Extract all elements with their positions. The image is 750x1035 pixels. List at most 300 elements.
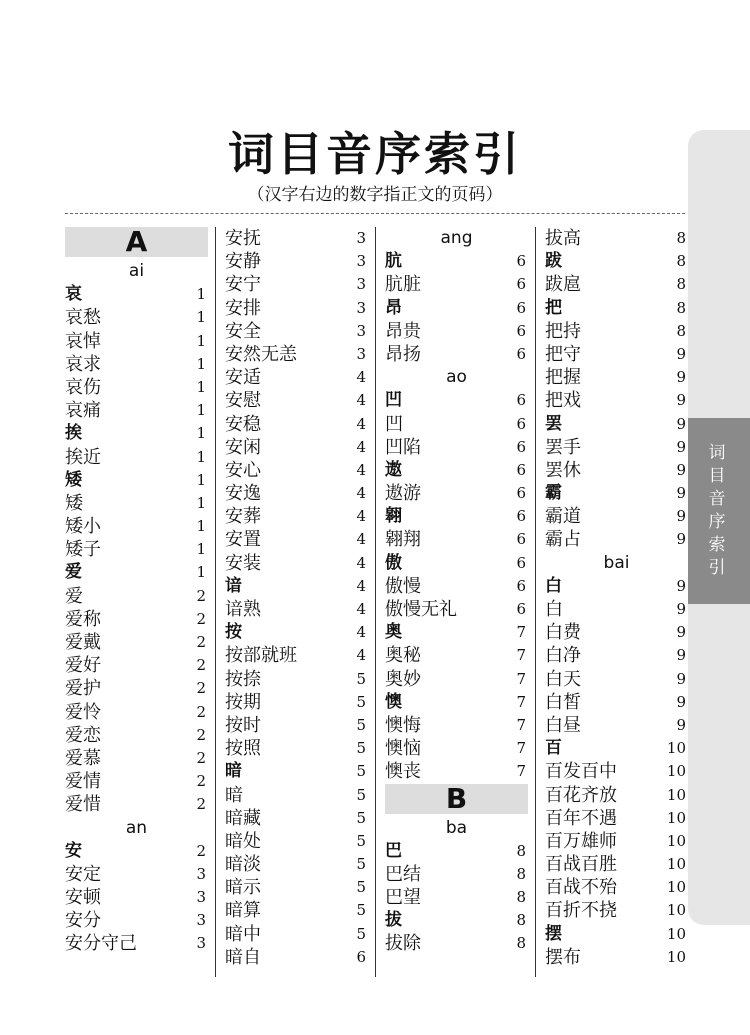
entry-page-number: 8 [676, 275, 686, 294]
entry-term: 奥 [385, 622, 402, 643]
entry-term: 肮脏 [385, 274, 421, 296]
index-column-3 [385, 227, 528, 956]
entry-page-number: 5 [356, 785, 366, 804]
entry-page-number: 3 [196, 934, 206, 953]
word-entry [225, 598, 368, 621]
entry-term: 跋扈 [545, 274, 581, 296]
word-entry [385, 668, 528, 691]
word-entry [225, 528, 368, 551]
entry-page-number: 10 [666, 901, 686, 920]
head-character-entry [225, 621, 368, 644]
entry-page-number: 1 [196, 285, 206, 304]
entry-page-number: 7 [516, 669, 526, 688]
entry-page-number: 3 [356, 298, 366, 317]
entry-page-number: 1 [196, 377, 206, 396]
word-entry [225, 737, 368, 760]
column-divider [215, 227, 216, 977]
head-character-entry [385, 909, 528, 932]
entry-page-number: 3 [356, 321, 366, 340]
word-entry [385, 932, 528, 955]
entry-term: 爱护 [65, 678, 101, 700]
entry-page-number: 9 [676, 669, 686, 688]
entry-page-number: 6 [356, 947, 366, 966]
entry-page-number: 2 [196, 609, 206, 628]
entry-term: 安分守己 [65, 933, 137, 955]
pinyin-group-header: an [125, 817, 148, 838]
entry-page-number: 6 [516, 507, 526, 526]
entry-term: 拔 [385, 910, 402, 931]
entry-term: 安全 [225, 320, 261, 342]
entry-term: 摆 [545, 923, 562, 944]
entry-term: 矮子 [65, 539, 101, 561]
word-entry [225, 389, 368, 412]
word-entry [225, 853, 368, 876]
pinyin-group-header: ba [445, 817, 468, 838]
word-entry [225, 227, 368, 250]
entry-term: 凹 [385, 390, 402, 411]
entry-term: 白费 [545, 622, 581, 644]
entry-term: 懊恼 [385, 738, 421, 760]
entry-page-number: 1 [196, 517, 206, 536]
word-entry [385, 575, 528, 598]
entry-page-number: 6 [516, 484, 526, 503]
entry-term: 凹 [385, 413, 403, 435]
entry-term: 罢休 [545, 459, 581, 481]
head-character-entry [225, 760, 368, 783]
entry-page-number: 3 [356, 252, 366, 271]
entry-term: 安宁 [225, 274, 261, 296]
entry-page-number: 6 [516, 437, 526, 456]
entry-page-number: 5 [356, 855, 366, 874]
entry-page-number: 6 [516, 553, 526, 572]
word-entry [225, 436, 368, 459]
entry-page-number: 7 [516, 715, 526, 734]
entry-page-number: 10 [666, 785, 686, 804]
entry-page-number: 6 [516, 391, 526, 410]
head-character-entry [65, 840, 208, 863]
head-character-entry [65, 283, 208, 306]
entry-page-number: 9 [676, 623, 686, 642]
entry-term: 把握 [545, 367, 581, 389]
entry-page-number: 9 [676, 646, 686, 665]
entry-page-number: 1 [196, 424, 206, 443]
word-entry [65, 886, 208, 909]
word-entry [65, 701, 208, 724]
entry-page-number: 3 [196, 888, 206, 907]
entry-page-number: 5 [356, 901, 366, 920]
word-entry [385, 436, 528, 459]
entry-page-number: 1 [196, 331, 206, 350]
entry-term: 谙熟 [225, 599, 261, 620]
entry-page-number: 8 [516, 934, 526, 953]
entry-page-number: 4 [356, 484, 366, 503]
word-entry [225, 273, 368, 296]
entry-page-number: 9 [676, 344, 686, 363]
word-entry [545, 505, 688, 528]
word-entry [225, 320, 368, 343]
word-entry [545, 853, 688, 876]
word-entry [65, 585, 208, 608]
entry-term: 爱戴 [65, 632, 101, 653]
side-tab-label: 词目音序索引 [708, 443, 726, 578]
entry-term: 暗中 [225, 923, 261, 945]
entry-page-number: 5 [356, 692, 366, 711]
entry-page-number: 8 [676, 321, 686, 340]
entry-page-number: 7 [516, 646, 526, 665]
head-character-entry [545, 575, 688, 598]
word-entry [385, 886, 528, 909]
entry-term: 暗处 [225, 830, 261, 852]
entry-term: 爱 [65, 585, 83, 607]
entry-term: 安定 [65, 863, 101, 885]
entry-term: 暗自 [225, 946, 261, 968]
word-entry [545, 528, 688, 551]
letter-section-header: B [385, 784, 528, 814]
entry-term: 昂 [385, 297, 402, 318]
entry-page-number: 2 [196, 702, 206, 721]
entry-page-number: 6 [516, 576, 526, 595]
column-divider [375, 227, 376, 977]
entry-page-number: 6 [516, 530, 526, 549]
index-column-2 [225, 227, 368, 969]
entry-term: 拔除 [385, 933, 421, 955]
entry-page-number: 2 [196, 772, 206, 791]
word-entry [225, 366, 368, 389]
head-character-entry [545, 413, 688, 436]
entry-term: 哀愁 [65, 307, 101, 329]
pinyin-group-header: ang [440, 228, 473, 248]
word-entry [385, 760, 528, 783]
entry-term: 安静 [225, 251, 261, 273]
head-character-entry [385, 459, 528, 482]
word-entry [545, 876, 688, 899]
word-entry [545, 807, 688, 830]
word-entry [65, 492, 208, 515]
entry-term: 翱翔 [385, 529, 421, 551]
word-entry [225, 784, 368, 807]
word-entry [545, 668, 688, 691]
entry-term: 罢手 [545, 436, 581, 458]
head-character-entry [65, 422, 208, 445]
word-entry [545, 273, 688, 296]
word-entry [545, 436, 688, 459]
head-character-entry [545, 737, 688, 760]
entry-term: 矮小 [65, 516, 101, 538]
entry-page-number: 3 [196, 911, 206, 930]
word-entry [225, 691, 368, 714]
word-entry [65, 654, 208, 677]
word-entry [385, 598, 528, 621]
word-entry [65, 446, 208, 469]
word-entry [385, 528, 528, 551]
entry-term: 爱称 [65, 608, 101, 630]
word-entry [545, 714, 688, 737]
entry-term: 暗示 [225, 877, 261, 899]
entry-term: 昂扬 [385, 343, 421, 365]
page-title: 词目音序索引 [228, 127, 522, 181]
entry-page-number: 9 [676, 600, 686, 618]
entry-page-number: 5 [356, 739, 366, 758]
entry-page-number: 5 [356, 831, 366, 850]
word-entry [225, 343, 368, 366]
entry-page-number: 9 [676, 715, 686, 734]
word-entry [65, 724, 208, 747]
entry-page-number: 4 [356, 437, 366, 456]
word-entry [65, 538, 208, 561]
entry-term: 巴结 [385, 863, 421, 885]
word-entry [65, 909, 208, 932]
word-entry [385, 343, 528, 366]
index-column-4 [545, 227, 688, 969]
word-entry [225, 830, 368, 853]
entry-page-number: 2 [196, 841, 206, 860]
word-entry [225, 714, 368, 737]
index-column-1 [65, 227, 208, 956]
entry-page-number: 8 [516, 911, 526, 930]
word-entry [545, 227, 688, 250]
entry-page-number: 5 [356, 715, 366, 734]
word-entry [65, 677, 208, 700]
entry-page-number: 4 [356, 553, 366, 572]
entry-term: 暗淡 [225, 854, 261, 876]
entry-page-number: 6 [516, 460, 526, 479]
word-entry [65, 353, 208, 376]
entry-page-number: 5 [356, 878, 366, 897]
entry-page-number: 3 [356, 275, 366, 294]
entry-page-number: 2 [196, 795, 206, 814]
entry-term: 谙 [225, 575, 242, 596]
entry-term: 安逸 [225, 483, 261, 505]
entry-term: 安排 [225, 297, 261, 319]
entry-page-number: 5 [356, 669, 366, 688]
entry-term: 暗算 [225, 900, 261, 922]
entry-term: 爱惜 [65, 794, 101, 816]
word-entry [225, 807, 368, 830]
entry-page-number: 9 [676, 692, 686, 711]
entry-term: 暗藏 [225, 807, 261, 829]
entry-page-number: 9 [676, 484, 686, 503]
entry-page-number: 1 [196, 540, 206, 559]
entry-term: 安 [65, 840, 82, 861]
entry-page-number: 5 [356, 924, 366, 943]
word-entry [545, 784, 688, 807]
entry-page-number: 4 [356, 391, 366, 410]
word-entry [225, 876, 368, 899]
head-character-entry [545, 923, 688, 946]
head-character-entry [385, 389, 528, 412]
entry-page-number: 10 [666, 831, 686, 850]
entry-term: 跋 [545, 251, 562, 272]
word-entry [545, 946, 688, 969]
entry-page-number: 8 [676, 229, 686, 247]
entry-term: 把持 [545, 320, 581, 342]
entry-term: 哀求 [65, 353, 101, 375]
entry-term: 爱恋 [65, 724, 101, 746]
entry-page-number: 7 [516, 692, 526, 711]
entry-term: 摆布 [545, 946, 581, 968]
entry-term: 矮 [65, 469, 82, 490]
word-entry [545, 459, 688, 482]
entry-term: 安适 [225, 367, 261, 389]
entry-term: 挨 [65, 423, 82, 444]
letter-section-header: A [65, 227, 208, 257]
entry-term: 安置 [225, 529, 261, 551]
entry-page-number: 4 [356, 507, 366, 526]
word-entry [545, 899, 688, 922]
entry-term: 哀 [65, 284, 82, 305]
entry-page-number: 4 [356, 414, 366, 433]
word-entry [225, 668, 368, 691]
word-entry [545, 389, 688, 412]
word-entry [545, 366, 688, 389]
entry-term: 百战不殆 [545, 877, 617, 899]
dashed-divider [65, 213, 685, 214]
entry-term: 安稳 [225, 413, 261, 435]
head-character-entry [385, 840, 528, 863]
entry-page-number: 1 [196, 447, 206, 466]
entry-page-number: 6 [516, 252, 526, 271]
entry-term: 爱 [65, 562, 82, 583]
head-character-entry [385, 505, 528, 528]
word-entry [225, 482, 368, 505]
word-entry [385, 273, 528, 296]
entry-page-number: 9 [676, 391, 686, 410]
entry-term: 按部就班 [225, 645, 297, 667]
word-entry [225, 923, 368, 946]
entry-page-number: 10 [666, 739, 686, 758]
entry-page-number: 7 [516, 762, 526, 781]
entry-page-number: 4 [356, 460, 366, 479]
head-character-entry [545, 482, 688, 505]
word-entry [385, 863, 528, 886]
entry-page-number: 8 [676, 252, 686, 271]
entry-term: 百折不挠 [545, 900, 617, 922]
entry-term: 安顿 [65, 887, 101, 909]
entry-term: 霸 [545, 483, 562, 504]
entry-term: 爱好 [65, 655, 101, 677]
word-entry [385, 737, 528, 760]
entry-term: 白皙 [545, 691, 581, 713]
entry-page-number: 1 [196, 493, 206, 512]
entry-page-number: 8 [516, 864, 526, 883]
entry-page-number: 2 [196, 586, 206, 605]
pinyin-group-header: bai [603, 552, 630, 573]
word-entry [65, 932, 208, 955]
entry-page-number: 3 [356, 344, 366, 363]
entry-term: 安然无恙 [225, 343, 297, 365]
entry-page-number: 6 [516, 321, 526, 340]
entry-page-number: 8 [676, 298, 686, 317]
entry-page-number: 1 [196, 354, 206, 373]
entry-page-number: 5 [356, 808, 366, 827]
entry-term: 傲慢无礼 [385, 599, 457, 620]
head-character-entry [385, 297, 528, 320]
word-entry [65, 631, 208, 654]
entry-term: 昂贵 [385, 320, 421, 342]
entry-page-number: 8 [516, 888, 526, 907]
entry-term: 按照 [225, 738, 261, 760]
entry-term: 傲 [385, 552, 402, 573]
entry-term: 爱情 [65, 771, 101, 793]
entry-page-number: 4 [356, 576, 366, 595]
entry-term: 百年不遇 [545, 807, 617, 829]
pinyin-group-header: ai [128, 261, 145, 281]
entry-page-number: 4 [356, 600, 366, 618]
entry-term: 爱慕 [65, 747, 101, 769]
word-entry [545, 343, 688, 366]
entry-page-number: 9 [676, 576, 686, 595]
entry-term: 安抚 [225, 228, 261, 249]
entry-term: 白净 [545, 645, 581, 667]
word-entry [385, 714, 528, 737]
entry-term: 遨 [385, 459, 402, 480]
entry-page-number: 2 [196, 748, 206, 767]
entry-page-number: 9 [676, 437, 686, 456]
entry-term: 凹陷 [385, 436, 421, 458]
entry-page-number: 6 [516, 414, 526, 433]
entry-term: 暗 [225, 761, 242, 782]
entry-page-number: 6 [516, 600, 526, 618]
entry-term: 安分 [65, 910, 101, 932]
word-entry [65, 770, 208, 793]
entry-page-number: 9 [676, 530, 686, 549]
entry-page-number: 1 [196, 401, 206, 420]
entry-term: 矮 [65, 492, 83, 514]
entry-term: 安闲 [225, 436, 261, 458]
entry-page-number: 10 [666, 924, 686, 943]
entry-term: 霸占 [545, 529, 581, 551]
page-subtitle: （汉字右边的数字指正文的页码） [247, 185, 503, 205]
word-entry [225, 413, 368, 436]
head-character-entry [385, 621, 528, 644]
word-entry [225, 946, 368, 969]
entry-term: 安葬 [225, 506, 261, 528]
entry-page-number: 9 [676, 460, 686, 479]
entry-term: 罢 [545, 413, 562, 434]
entry-term: 哀伤 [65, 376, 101, 398]
entry-term: 爱怜 [65, 701, 101, 723]
entry-term: 巴望 [385, 887, 421, 909]
entry-term: 肮 [385, 251, 402, 272]
entry-page-number: 2 [196, 633, 206, 651]
entry-page-number: 2 [196, 656, 206, 675]
word-entry [385, 413, 528, 436]
entry-page-number: 3 [196, 864, 206, 883]
head-character-entry [385, 552, 528, 575]
entry-term: 白 [545, 575, 562, 596]
entry-page-number: 10 [666, 947, 686, 966]
entry-page-number: 3 [356, 229, 366, 247]
head-character-entry [65, 561, 208, 584]
head-character-entry [65, 469, 208, 492]
entry-page-number: 4 [356, 368, 366, 387]
word-entry [225, 297, 368, 320]
entry-page-number: 5 [356, 762, 366, 781]
entry-page-number: 1 [196, 308, 206, 327]
entry-page-number: 2 [196, 725, 206, 744]
word-entry [65, 863, 208, 886]
entry-term: 哀悼 [65, 330, 101, 352]
entry-term: 安装 [225, 552, 261, 574]
entry-page-number: 2 [196, 679, 206, 698]
entry-term: 奥秘 [385, 645, 421, 667]
entry-page-number: 7 [516, 739, 526, 758]
word-entry [225, 250, 368, 273]
entry-page-number: 6 [516, 275, 526, 294]
word-entry [65, 330, 208, 353]
head-character-entry [545, 297, 688, 320]
head-character-entry [545, 250, 688, 273]
